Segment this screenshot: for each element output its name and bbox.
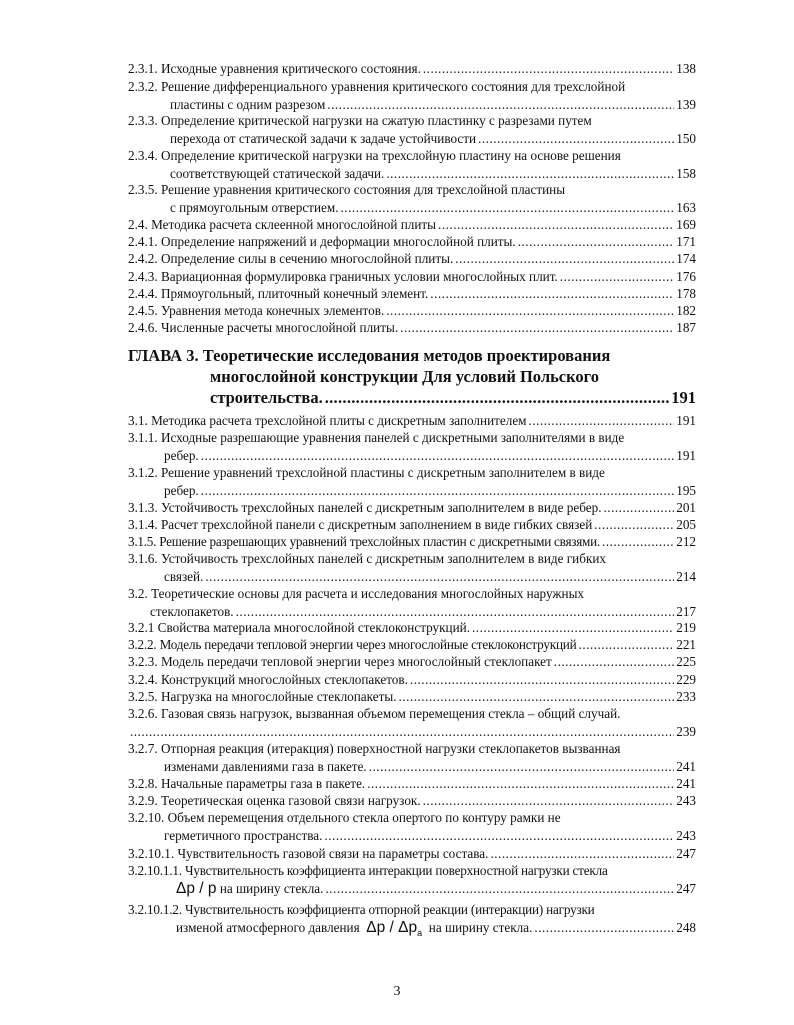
toc-page-number: 248 (676, 919, 696, 935)
toc-page-number: 239 (676, 723, 696, 739)
toc-page-number: 169 (676, 217, 696, 232)
toc-page-number: 138 (676, 61, 696, 76)
toc-entry[interactable]: 3.1. Методика расчета трехслойной плиты с дискретным заполнителем . . . 191 (128, 412, 696, 430)
toc-entry[interactable]: 2.3.2. Решение дифференциального уравнения критического состояния для трехслойной пластины с одним разрезом . . . 139 (128, 78, 696, 113)
toc-page-number: 150 (676, 130, 696, 146)
formula: Δp / p (176, 879, 217, 897)
toc-entry[interactable]: 2.3.1. Исходные уравнения критического состояния. . . . 138 (128, 60, 696, 78)
toc-entry[interactable]: 2.4.1. Определение напряжений и деформации многослойной плиты. . . . 171 (128, 233, 696, 251)
toc-entry[interactable]: 3.1.6. Устойчивость трехслойных панелей с дискретным заполнителем в виде гибких связей. . . . 214 (128, 550, 696, 585)
toc-page-number: 158 (676, 165, 696, 181)
toc-entry[interactable]: 3.2.4. Конструкций многослойных стеклопакетов. . . . 229 (128, 671, 696, 689)
toc-page-number: 171 (676, 234, 696, 249)
toc-entry[interactable]: 3.2.1 Свойства материала многослойной стеклоконструкций. . . . 219 (128, 619, 696, 637)
toc-entry[interactable]: 3.1.2. Решение уравнений трехслойной пластины с дискретным заполнителем в виде ребер. . . . 195 (128, 464, 696, 499)
chapter-page-number: 191 (671, 388, 696, 407)
toc-entry[interactable]: 2.4.5. Уравнения метода конечных элементов. . . . 182 (128, 302, 696, 320)
toc-entry[interactable]: 3.2. Теоретические основы для расчета и исследования многослойных наружных стеклопакетов. . . . 217 (128, 585, 696, 620)
toc-entry[interactable]: 2.3.4. Определение критической нагрузки на трехслойную пластину на основе решения соответствующей статической задачи. . . . 158 (128, 147, 696, 182)
toc-entry[interactable]: 3.2.7. Отпорная реакция (итеракция) поверхностной нагрузки стеклопакетов вызванная изменами давлениями газа в пакете. . . . 241 (128, 740, 696, 775)
toc-entry[interactable]: 3.2.10.1.1. Чувствительность коэффициента интеракции поверхностной нагрузки стекла Δp / p на ширину стекла. . . . 247 (128, 862, 696, 897)
toc-page-number: 229 (676, 672, 696, 687)
toc-page-number: 187 (676, 320, 696, 335)
toc-page-number: 174 (676, 251, 696, 266)
toc-page-number: 195 (676, 482, 696, 498)
toc-page-number: 163 (676, 199, 696, 215)
page-number: 3 (393, 984, 401, 999)
toc-entry[interactable]: 2.3.3. Определение критической нагрузки на сжатую пластинку с разрезами путем перехода от статической задачи к задаче устойчивости . . . 150 (128, 112, 696, 147)
toc-entry[interactable]: 3.2.9. Теоретическая оценка газовой связи нагрузок. . . . 243 (128, 792, 696, 810)
toc-entry[interactable]: 2.4.6. Численные расчеты многослойной плиты. . . . 187 (128, 319, 696, 337)
toc-page-number: 221 (676, 637, 696, 652)
toc-page-number: 191 (676, 413, 696, 428)
toc-entry[interactable]: 3.2.10.1.2. Чувствительность коэффициента отпорной реакции (интеракции) нагрузки изменой атмосферного давления Δp / $\Delta p_a$ на ширину стекла. . . . 248 (128, 901, 696, 942)
chapter-heading[interactable] (128, 345, 696, 408)
toc-page-number: 182 (676, 303, 696, 318)
toc-page-number: 241 (676, 758, 696, 774)
toc-page-number: 247 (676, 846, 696, 861)
toc-entry[interactable]: 3.2.6. Газовая связь нагрузок, вызванная объемом перемещения стекла – общий случай. . . . 239 (128, 705, 696, 740)
toc-page-number: 201 (676, 500, 696, 515)
toc-entry[interactable]: 3.1.5. Решение разрешающих уравнений трехслойных пластин с дискретными связями. . . . 212 (128, 533, 696, 551)
toc-entry[interactable]: 3.1.4. Расчет трехслойной панели с дискретным заполнением в виде гибких связей . . . 205 (128, 516, 696, 534)
toc-page-number: 214 (676, 568, 696, 584)
toc-entry[interactable]: 2.3.5. Решение уравнения критического состояния для трехслойной пластины с прямоугольным отверстием. . . . 163 (128, 181, 696, 216)
toc-page-number: 225 (676, 654, 696, 669)
toc-page-number: 191 (676, 447, 696, 463)
toc-page-number: 212 (676, 534, 696, 549)
chapter-title-line: многослойной конструкции Для условий Польского (210, 367, 600, 386)
toc-page-number: 139 (676, 96, 696, 112)
toc-entry[interactable]: 3.2.8. Начальные параметры газа в пакете. . . . 241 (128, 775, 696, 793)
chapter-title-line: строительства. (210, 388, 323, 407)
toc-entry[interactable]: 3.2.2. Модель передачи тепловой энергии через многослойные стеклоконструкций . . . 221 (128, 636, 696, 654)
toc-page-number: 241 (676, 776, 696, 791)
toc-entry[interactable]: 2.4.4. Прямоугольный, плиточный конечный элемент. . . . 178 (128, 285, 696, 303)
chapter-title-line: ГЛАВА 3. Теоретические исследования методов проектирования (128, 346, 611, 365)
toc-entry[interactable]: 3.2.10. Объем перемещения отдельного стекла опертого по контуру рамки не герметичного пространства. . . . 243 (128, 809, 696, 844)
toc-page-number: 233 (676, 689, 696, 704)
toc-page-number: 176 (676, 269, 696, 284)
toc-entry[interactable]: 2.4.3. Вариационная формулировка граничных условии многослойных плит. . . . 176 (128, 268, 696, 286)
toc-entry[interactable]: 3.1.1. Исходные разрешающие уравнения панелей с дискретными заполнителями в виде ребер. . . . 191 (128, 429, 696, 464)
formula: Δp / $\Delta p_a$ (366, 918, 423, 938)
toc-entry[interactable]: 3.2.10.1. Чувствительность газовой связи на параметры состава. . . . 247 (128, 845, 696, 863)
toc-page-number: 243 (676, 793, 696, 808)
toc-page-number: 219 (676, 620, 696, 635)
toc-page-number: 243 (676, 827, 696, 843)
toc-page-number: 178 (676, 286, 696, 301)
toc-page-number: 217 (676, 603, 696, 619)
toc-entry[interactable]: 3.2.3. Модель передачи тепловой энергии через многослойный стеклопакет . . . 225 (128, 653, 696, 671)
toc-page-number: 247 (676, 880, 696, 896)
toc-entry[interactable]: 2.4.2. Определение силы в сечению многослойной плиты. . . . 174 (128, 250, 696, 268)
toc-entry[interactable]: 2.4. Методика расчета склеенной многослойной плиты . . . 169 (128, 216, 696, 234)
toc-entry[interactable]: 3.2.5. Нагрузка на многослойные стеклопакеты. . . . 233 (128, 688, 696, 706)
toc-page-number: 205 (676, 517, 696, 532)
toc-entry[interactable]: 3.1.3. Устойчивость трехслойных панелей с дискретным заполнителем в виде ребер. . . . 201 (128, 499, 696, 517)
